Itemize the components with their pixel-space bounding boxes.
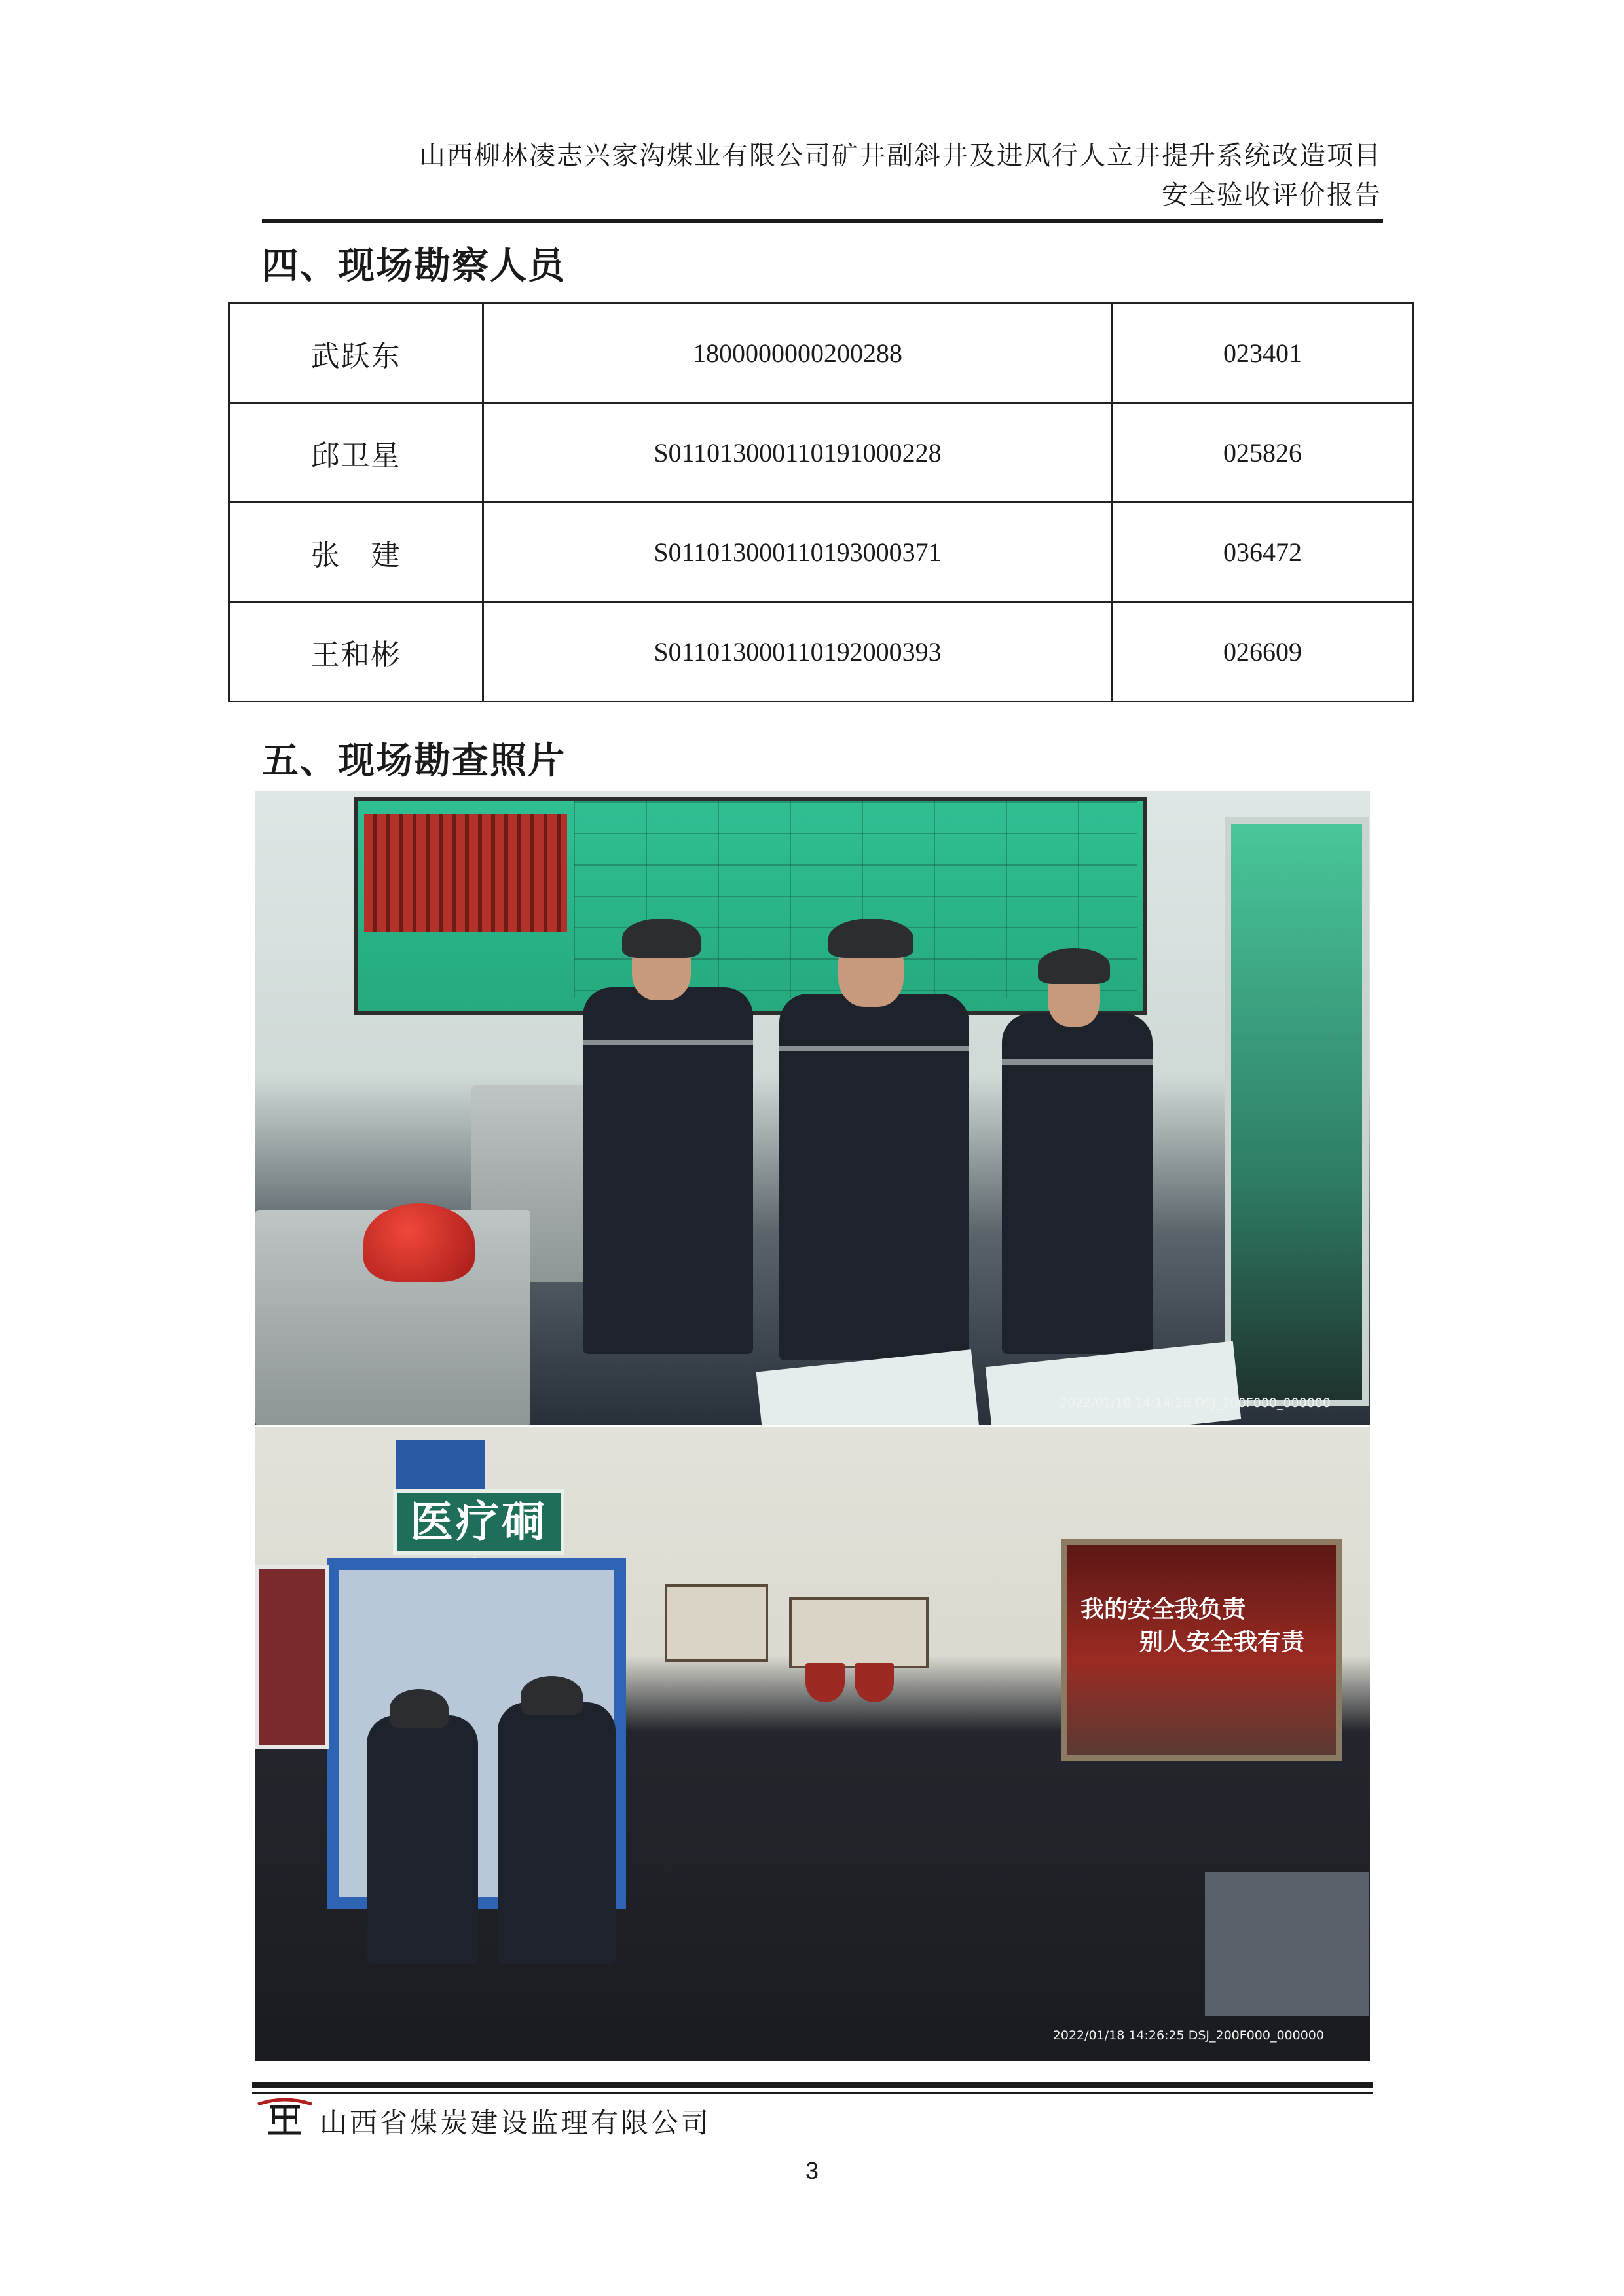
site-photo-control-room <box>255 791 1370 1425</box>
miner-helmet <box>622 919 701 958</box>
red-helmet <box>363 1203 475 1282</box>
wall-poster-left <box>255 1565 329 1749</box>
site-photo-medical-chamber <box>255 1427 1370 2061</box>
reflective-stripe <box>1002 1059 1153 1065</box>
certificate-number: S011013000110191000228 <box>483 403 1113 503</box>
person-name: 邱卫星 <box>229 403 483 503</box>
section-heading-site-personnel: 四、现场勘察人员 <box>262 245 566 287</box>
person-name: 王和彬 <box>229 602 483 702</box>
personnel-table <box>228 302 1414 702</box>
safety-poster <box>1061 1539 1342 1761</box>
table-row <box>229 503 1413 602</box>
medical-room-sign: 医疗硐 <box>393 1489 564 1555</box>
paper-sheet <box>756 1349 980 1425</box>
photo-timestamp: 2022/01/18 14:14:28 DSJ_200F000_000000 <box>1059 1396 1331 1410</box>
registration-number: 026609 <box>1113 602 1413 702</box>
person-name: 武跃东 <box>229 304 483 403</box>
inspector-back-right <box>498 1702 616 1964</box>
glass-door <box>1225 817 1369 1406</box>
registration-number: 023401 <box>1113 304 1413 403</box>
miner-helmet <box>390 1689 449 1728</box>
fire-bucket <box>805 1663 845 1702</box>
photo-timestamp: 2022/01/18 14:26:25 DSJ_200F000_000000 <box>1052 2028 1324 2043</box>
monitor-red-panel <box>364 814 567 932</box>
reflective-stripe <box>583 1040 753 1045</box>
bench <box>1205 1872 1369 2016</box>
certificate-number: S011013000110192000393 <box>483 602 1113 702</box>
company-logo-icon <box>257 2098 313 2136</box>
inspector-back-left <box>367 1715 478 1964</box>
registration-number: 025826 <box>1113 403 1413 503</box>
fire-equipment-rack <box>789 1597 929 1668</box>
footer-company-name: 山西省煤炭建设监理有限公司 <box>320 2107 712 2139</box>
poster-slogan-2: 别人安全我有责 <box>1139 1629 1305 1656</box>
certificate-number: 1800000000200288 <box>483 304 1113 403</box>
page-number: 3 <box>805 2157 819 2184</box>
miner-helmet <box>521 1676 583 1715</box>
header-divider <box>262 219 1383 223</box>
report-project-title: 山西柳林凌志兴家沟煤业有限公司矿井副斜井及进风行人立井提升系统改造项目 <box>419 141 1382 171</box>
person-name: 张 建 <box>229 503 483 602</box>
registration-number: 036472 <box>1113 503 1413 602</box>
footer-rule-thick <box>252 2082 1373 2088</box>
certificate-number: S011013000110193000371 <box>483 503 1113 602</box>
report-subtitle: 安全验收评价报告 <box>1162 180 1382 210</box>
miner-helmet <box>1038 948 1110 984</box>
poster-slogan-1: 我的安全我负责 <box>1080 1596 1246 1623</box>
notice-board <box>665 1584 768 1662</box>
footer-rule-thin <box>252 2092 1373 2094</box>
fire-bucket <box>855 1663 894 1702</box>
table-row <box>229 304 1413 403</box>
table-row <box>229 403 1413 503</box>
section-heading-site-photos: 五、现场勘查照片 <box>262 740 566 782</box>
reflective-stripe <box>779 1046 969 1051</box>
inspector-right <box>1002 1013 1153 1354</box>
monitor-wall <box>354 797 1147 1015</box>
table-row <box>229 602 1413 702</box>
sign-mount <box>396 1440 485 1493</box>
miner-helmet <box>828 919 913 958</box>
